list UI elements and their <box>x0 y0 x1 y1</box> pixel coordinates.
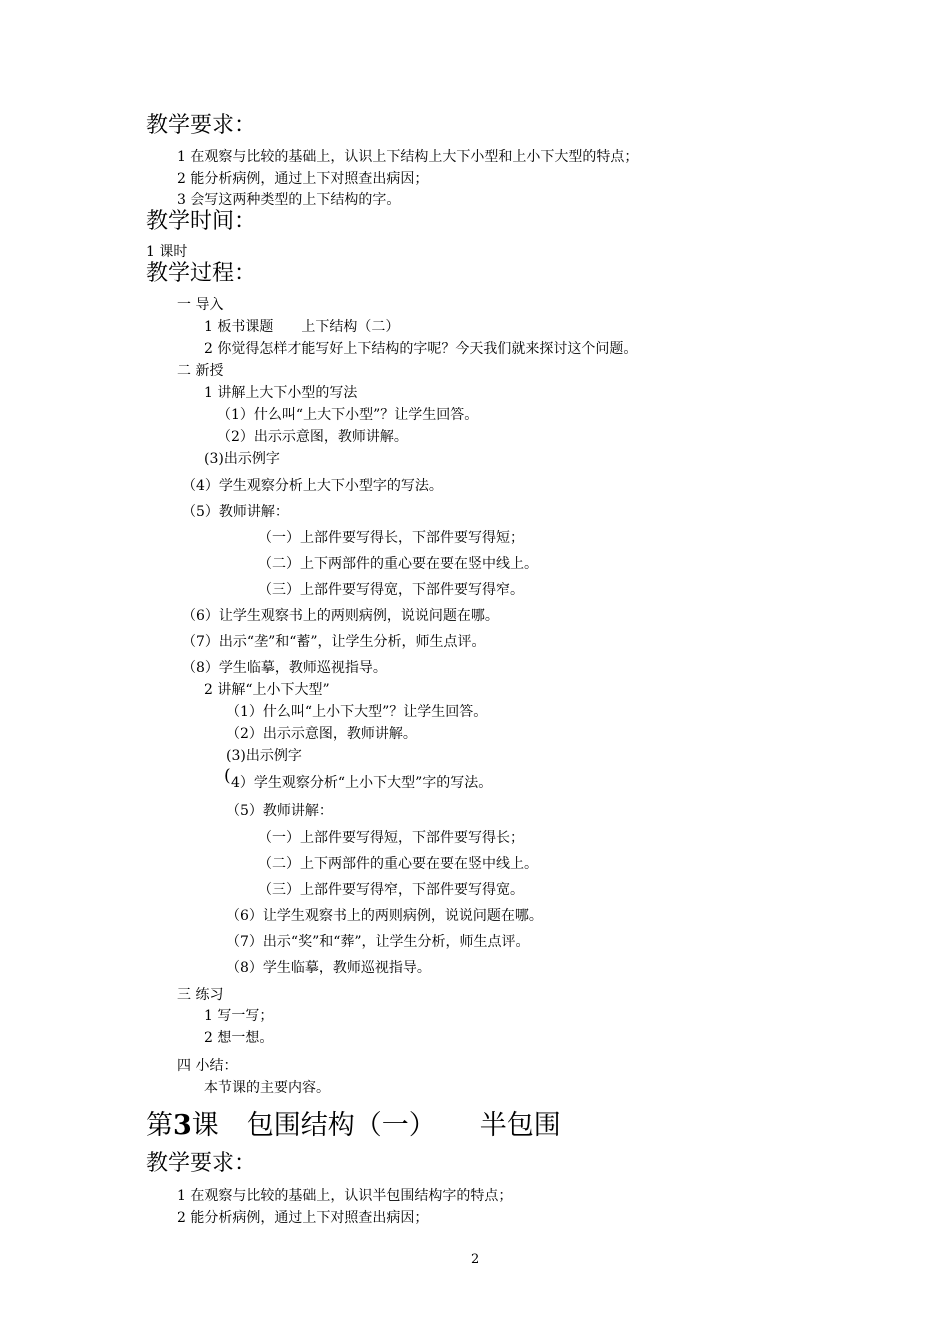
part1-title: 1 讲解上大下小型的写法 <box>204 385 358 401</box>
part1-item-3: (3)出示例字 <box>204 451 280 467</box>
part2-item-5: （5）教师讲解： <box>226 803 333 819</box>
part2-item-7: （7）出示“奖”和“葬”，让学生分析，师生点评。 <box>226 934 530 950</box>
part2-sub-1: （一）上部件要写得短，下部件要写得长； <box>258 830 524 846</box>
intro-item-2: 2 你觉得怎样才能写好上下结构的字呢？今天我们就来探讨这个问题。 <box>204 341 638 357</box>
intro-item-1-topic: 上下结构（二） <box>301 319 400 335</box>
part2-item-1: （1）什么叫“上小下大型”？让学生回答。 <box>226 704 488 720</box>
new-lesson-title: 二 新授 <box>177 363 224 379</box>
part1-sub-1: （一）上部件要写得长，下部件要写得短； <box>258 530 524 546</box>
part2-title: 2 讲解“上小下大型” <box>204 682 330 698</box>
requirement-item-1: 1 在观察与比较的基础上，认识上下结构上大下小型和上小下大型的特点； <box>177 149 639 165</box>
part2-item-6: （6）让学生观察书上的两则病例，说说问题在哪。 <box>226 908 543 924</box>
summary-title: 四 小结： <box>177 1058 238 1074</box>
lesson3-requirement-2: 2 能分析病例，通过上下对照查出病因； <box>177 1210 429 1226</box>
part2-item-8: （8）学生临摹，教师巡视指导。 <box>226 960 431 976</box>
part1-item-1: （1）什么叫“上大下小型”？让学生回答。 <box>217 407 479 423</box>
part2-item-2: （2）出示示意图，教师讲解。 <box>226 726 417 742</box>
part2-item-3: (3)出示例字 <box>226 748 302 764</box>
intro-item-1-label: 1 板书课题 <box>204 319 274 335</box>
part1-item-2: （2）出示示意图，教师讲解。 <box>217 429 408 445</box>
practice-title: 三 练习 <box>177 987 224 1003</box>
lesson3-requirements-heading: 教学要求： <box>146 1151 257 1176</box>
page-number: 2 <box>471 1252 480 1267</box>
part1-item-4: （4）学生观察分析上大下小型字的写法。 <box>182 478 443 494</box>
part1-sub-3: （三）上部件要写得宽，下部件要写得窄。 <box>258 582 524 598</box>
teaching-process-heading: 教学过程： <box>146 261 257 286</box>
lesson3-prefix: 第 <box>146 1110 173 1141</box>
lesson3-requirement-1: 1 在观察与比较的基础上，认识半包围结构字的特点； <box>177 1188 513 1204</box>
part1-item-6: （6）让学生观察书上的两则病例，说说问题在哪。 <box>182 608 499 624</box>
intro-title: 一 导入 <box>177 297 224 313</box>
lesson3-suffix: 课 <box>191 1110 219 1141</box>
lesson3-topic: 包围结构（一） <box>246 1110 436 1141</box>
teaching-time-heading: 教学时间： <box>146 209 257 234</box>
summary-text: 本节课的主要内容。 <box>204 1080 330 1096</box>
lesson3-subtitle: 半包围 <box>479 1110 561 1141</box>
intro-item-1 <box>204 320 399 334</box>
part2-sub-3: （三）上部件要写得窄，下部件要写得宽。 <box>258 882 524 898</box>
part1-item-7: （7）出示“垄”和“蓄”，让学生分析，师生点评。 <box>182 634 486 650</box>
teaching-time-value: 1 课时 <box>146 244 188 260</box>
part2-item-4-paren: ( <box>224 766 231 786</box>
practice-item-2: 2 想一想。 <box>204 1030 274 1046</box>
part1-item-8: （8）学生临摹，教师巡视指导。 <box>182 660 387 676</box>
part1-item-5: （5）教师讲解： <box>182 504 289 520</box>
teaching-requirements-heading: 教学要求： <box>146 113 257 138</box>
part2-sub-2: （二）上下两部件的重心要在要在竖中线上。 <box>258 856 538 872</box>
part1-sub-2: （二）上下两部件的重心要在要在竖中线上。 <box>258 556 538 572</box>
part2-item-4: 4）学生观察分析“上小下大型”字的写法。 <box>231 775 493 791</box>
requirement-item-3: 3 会写这两种类型的上下结构的字。 <box>177 192 401 208</box>
lesson3-title <box>146 1112 561 1139</box>
requirement-item-2: 2 能分析病例，通过上下对照查出病因； <box>177 171 429 187</box>
practice-item-1: 1 写一写； <box>204 1008 274 1024</box>
lesson3-number: 3 <box>173 1110 192 1141</box>
